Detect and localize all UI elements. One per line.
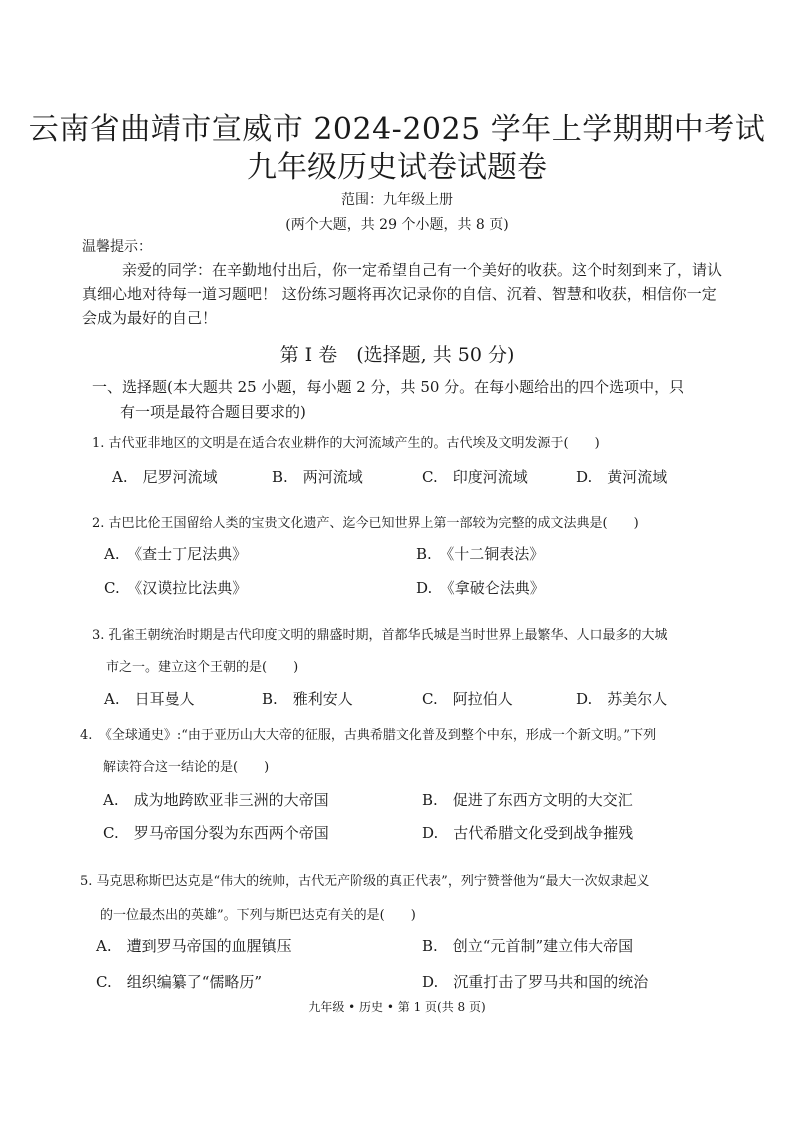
q2-option-b[interactable]: B. 《十二铜表法》 — [416, 545, 545, 563]
q2-option-c[interactable]: C. 《汉谟拉比法典》 — [104, 579, 248, 597]
exam-title-line2: 九年级历史试卷试题卷 — [247, 150, 547, 185]
q5-option-d[interactable]: D. 沉重打击了罗马共和国的统治 — [422, 973, 649, 991]
exam-scope: 范围：九年级上册 — [341, 192, 453, 208]
q5-option-c[interactable]: C. 组织编纂了“儒略历” — [96, 973, 263, 991]
page-footer: 九年级 • 历史 • 第 1 页(共 8 页) — [308, 1000, 486, 1014]
q2-option-a[interactable]: A. 《查士丁尼法典》 — [104, 545, 248, 563]
question-4-stem-line1: 4. 《全球通史》:“由于亚历山大大帝的征服，古典希腊文化普及到整个中东，形成一个新文明。”下列 — [80, 728, 657, 743]
q1-option-c[interactable]: C. 印度河流域 — [422, 468, 528, 486]
q1-option-b[interactable]: B. 两河流域 — [272, 468, 363, 486]
section-instructions — [92, 375, 732, 425]
question-3-stem-line2: 市之一。建立这个王朝的是( ) — [106, 660, 299, 675]
q1-option-a[interactable]: A. 尼罗河流域 — [112, 468, 218, 486]
tips-label: 温馨提示： — [82, 239, 152, 255]
tips-paragraph: 亲爱的同学：在辛勤地付出后，你一定希望自己有一个美好的收获。这个时刻到来了，请认真细心地对待每一道习题吧！ 这份练习题将再次记录你的自信、沉着、智慧和收获，相信你一定会成为最好的自己！ — [82, 261, 723, 327]
question-2-stem: 2. 古巴比伦王国留给人类的宝贵文化遗产、迄今已知世界上第一部较为完整的成文法典是( ) — [92, 516, 639, 531]
question-5-stem-line2: 的一位最杰出的英雄”。下列与斯巴达克有关的是( ) — [100, 908, 416, 923]
q5-option-b[interactable]: B. 创立“元首制”建立伟大帝国 — [422, 937, 634, 955]
instructions-line2: 有一项是最符合题目要求的) — [120, 403, 306, 421]
q2-option-d[interactable]: D. 《拿破仑法典》 — [416, 579, 545, 597]
q3-option-d[interactable]: D. 苏美尔人 — [576, 690, 668, 708]
exam-note: (两个大题，共 29 个小题，共 8 页) — [285, 217, 509, 233]
q3-option-b[interactable]: B. 雅利安人 — [262, 690, 353, 708]
question-1-stem: 1. 古代亚非地区的文明是在适合农业耕作的大河流域产生的。古代埃及文明发源于( ) — [92, 436, 600, 451]
question-5-stem-line1: 5. 马克思称斯巴达克是“伟大的统帅，古代无产阶级的真正代表”，列宁赞誉他为“最大一次奴隶起义 — [80, 874, 650, 889]
q3-option-c[interactable]: C. 阿拉伯人 — [422, 690, 513, 708]
q4-option-c[interactable]: C. 罗马帝国分裂为东西两个帝国 — [103, 824, 329, 842]
question-4-stem-line2: 解读符合这一结论的是( ) — [103, 760, 270, 775]
q4-option-a[interactable]: A. 成为地跨欧亚非三洲的大帝国 — [103, 791, 329, 809]
exam-title-line1: 云南省曲靖市宣威市 2024-2025 学年上学期期中考试 — [28, 112, 766, 147]
section-title: 第 I 卷 (选择题, 共 50 分) — [279, 344, 515, 366]
question-3-stem-line1: 3. 孔雀王朝统治时期是古代印度文明的鼎盛时期，首都华氏城是当时世界上最繁华、人口最多的大城 — [92, 628, 668, 643]
instructions-line1: 一、选择题(本大题共 25 小题，每小题 2 分，共 50 分。在每小题给出的四个选项中，只 — [92, 378, 685, 396]
q1-option-d[interactable]: D. 黄河流域 — [576, 468, 668, 486]
q4-option-b[interactable]: B. 促进了东西方文明的大交汇 — [422, 791, 633, 809]
q3-option-a[interactable]: A. 日耳曼人 — [104, 690, 195, 708]
q5-option-a[interactable]: A. 遭到罗马帝国的血腥镇压 — [96, 937, 292, 955]
q4-option-d[interactable]: D. 古代希腊文化受到战争摧残 — [422, 824, 634, 842]
